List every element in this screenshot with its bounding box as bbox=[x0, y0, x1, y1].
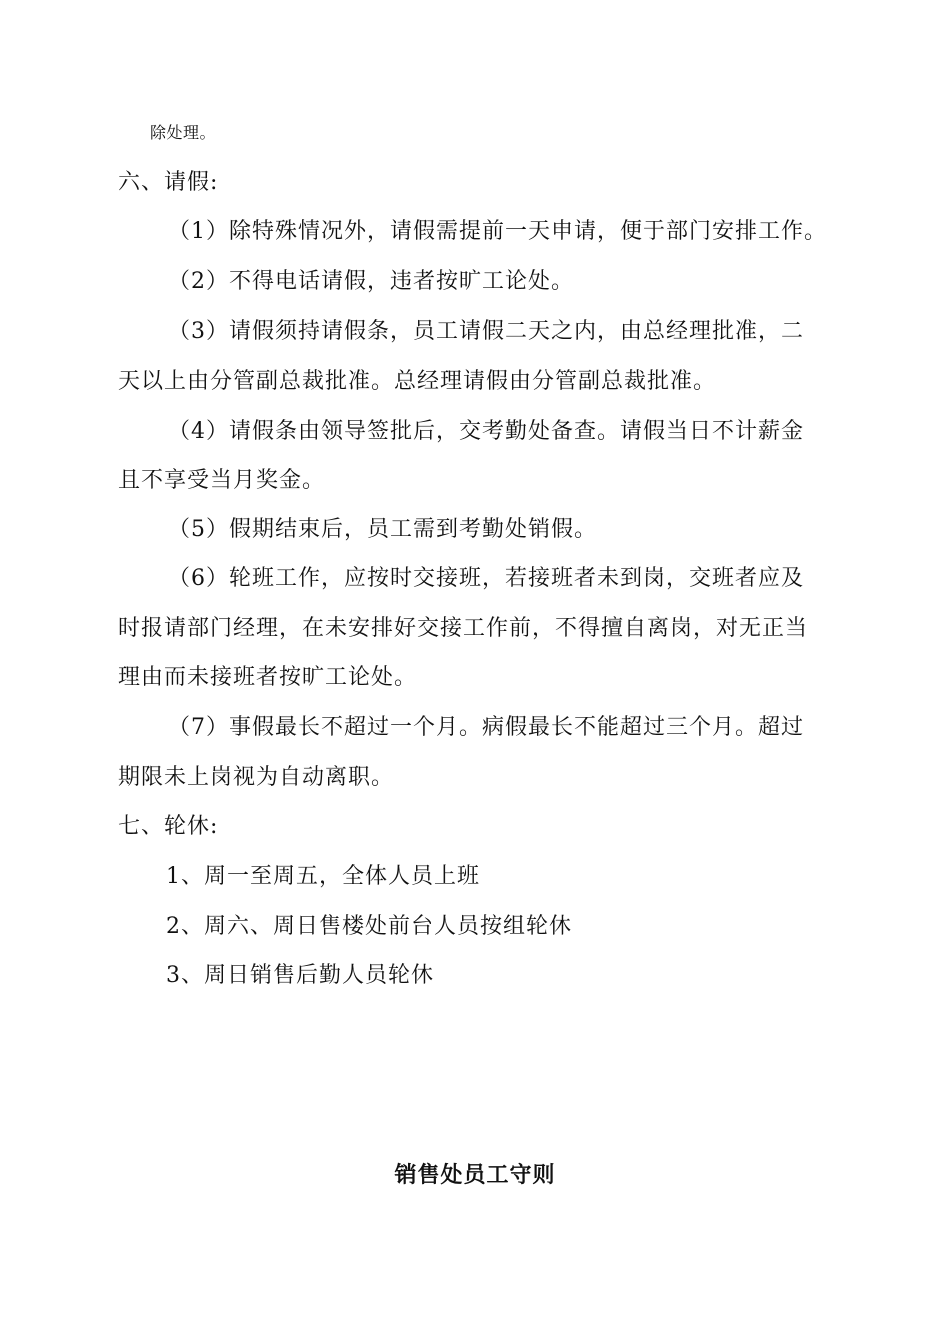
leave-item-6-line-1: （6）轮班工作，应按时交接班，若接班者未到岗，交班者应及 bbox=[168, 566, 804, 591]
leave-item-7-line-2: 期限未上岗视为自动离职。 bbox=[118, 765, 395, 790]
leave-item-1-line-1: （1）除特殊情况外，请假需提前一天申请，便于部门安排工作。 bbox=[168, 219, 827, 244]
leave-item-4-line-2: 且不享受当月奖金。 bbox=[118, 468, 326, 493]
leave-item-4-line-1: （4）请假条由领导签批后，交考勤处备查。请假当日不计薪金 bbox=[168, 419, 804, 444]
continuation-text: 除处理。 bbox=[150, 123, 217, 142]
leave-item-6-line-3: 理由而未接班者按旷工论处。 bbox=[118, 665, 418, 690]
next-section-title: 销售处员工守则 bbox=[394, 1163, 556, 1188]
leave-item-3-line-2: 天以上由分管副总裁批准。总经理请假由分管副总裁批准。 bbox=[118, 369, 717, 394]
leave-item-5-line-1: （5）假期结束后，员工需到考勤处销假。 bbox=[168, 517, 597, 542]
leave-item-3-line-1: （3）请假须持请假条，员工请假二天之内，由总经理批准，二 bbox=[168, 319, 804, 344]
rest-item-1: 1、周一至周五，全体人员上班 bbox=[166, 864, 480, 889]
section-6-heading: 六、请假: bbox=[118, 170, 219, 195]
rest-item-2: 2、周六、周日售楼处前台人员按组轮休 bbox=[166, 914, 572, 939]
leave-item-2-line-1: （2）不得电话请假，违者按旷工论处。 bbox=[168, 269, 574, 294]
section-7-heading: 七、轮休: bbox=[118, 814, 219, 839]
rest-item-3: 3、周日销售后勤人员轮休 bbox=[166, 963, 434, 988]
leave-item-6-line-2: 时报请部门经理，在未安排好交接工作前，不得擅自离岗，对无正当 bbox=[118, 616, 809, 641]
leave-item-7-line-1: （7）事假最长不超过一个月。病假最长不能超过三个月。超过 bbox=[168, 715, 804, 740]
